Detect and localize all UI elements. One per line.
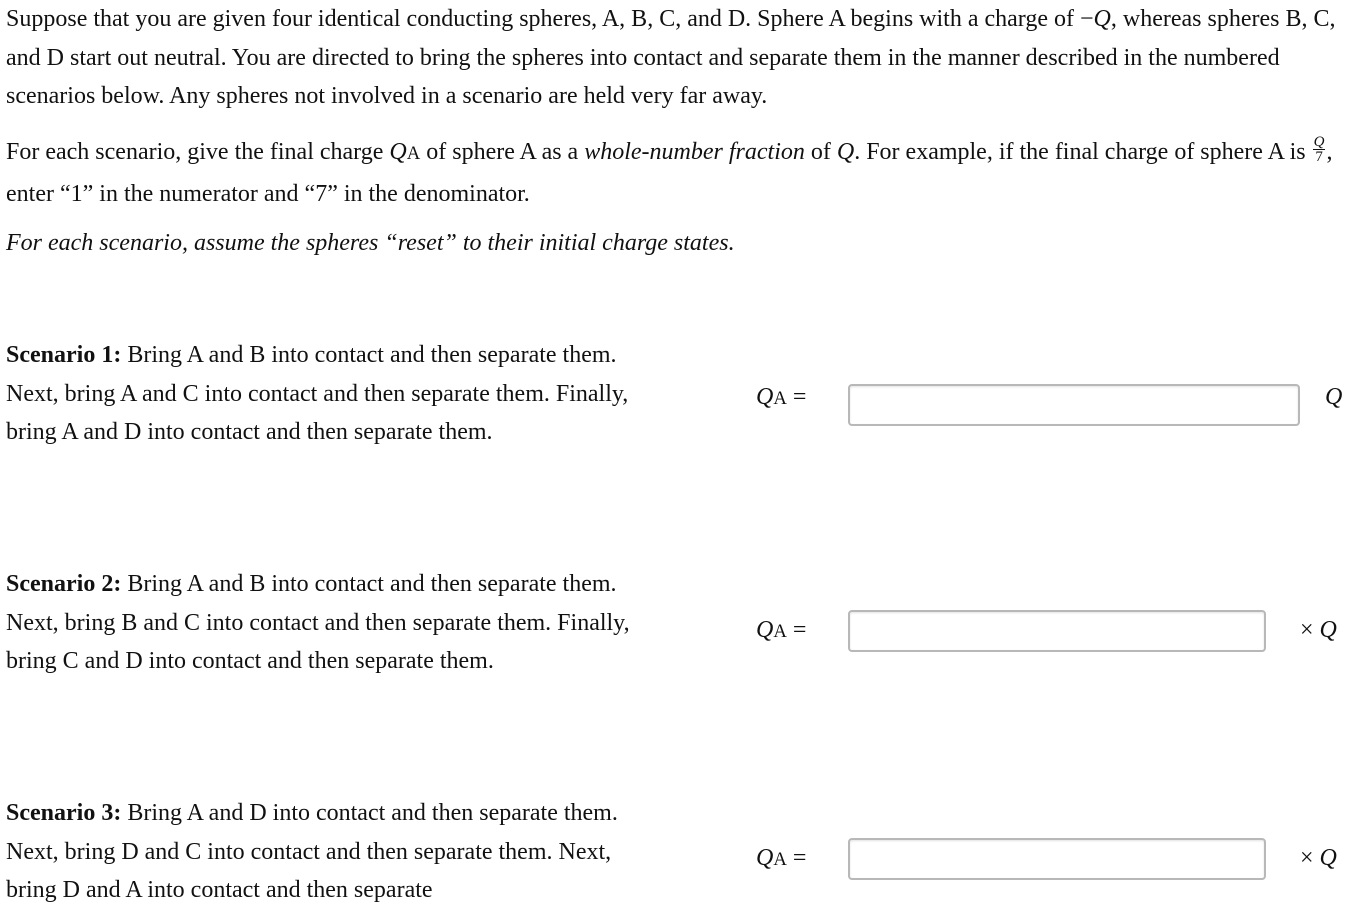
scenario-2-description: Scenario 2: Bring A and B into contact and then separate them. Next, bring B and C into contact and then separate them. Finally, bring C and D into contact and then separate them. <box>6 571 630 675</box>
reset-note: For each scenario, assume the spheres “reset” to their initial charge states. <box>6 229 735 256</box>
scenario-3-answer-input[interactable] <box>848 838 1266 880</box>
scenario-2-answer-input[interactable] <box>848 610 1266 652</box>
scenario-3-description: Scenario 3: Bring A and D into contact and then separate them. Next, bring D and C into contact and then separate them. Next, bring D and A into contact and then separate <box>6 800 618 904</box>
intro-paragraph: Suppose that you are given four identical conducting spheres, A, B, C, and D. Sphere A begins with a charge of −Q, whereas spheres B, C, and D start out neutral. You are directed to bring the spheres into contact and separate them in the manner described in the numbered scenarios below. Any spheres not involved in a scenario are held very far away. <box>6 6 1336 109</box>
scenario-1-equation-label: QA = <box>756 384 807 410</box>
scenario-1-answer-input[interactable] <box>848 384 1300 426</box>
scenario-1-description: Scenario 1: Bring A and B into contact and then separate them. Next, bring A and C into contact and then separate them. Finally, bring A and D into contact and then separate them. <box>6 342 629 446</box>
scenario-3-equation-label: QA = <box>756 845 807 871</box>
example-fraction: $\frac{Q}{7}$ <box>1313 134 1325 166</box>
scenario-1-unit: Q <box>1325 384 1343 410</box>
scenario-2-unit: × Q <box>1300 617 1337 643</box>
scenario-3-unit: × Q <box>1300 845 1337 871</box>
instructions <box>6 0 1358 262</box>
scenario-2-equation-label: QA = <box>756 617 807 643</box>
fraction-instructions: For each scenario, give the final charge QA of sphere A as a whole-number fraction of Q. For example, if the final charge of sphere A is $\frac{Q}{7}$ , enter “1” in the numerator and “7” in the denominator. <box>6 134 1333 207</box>
